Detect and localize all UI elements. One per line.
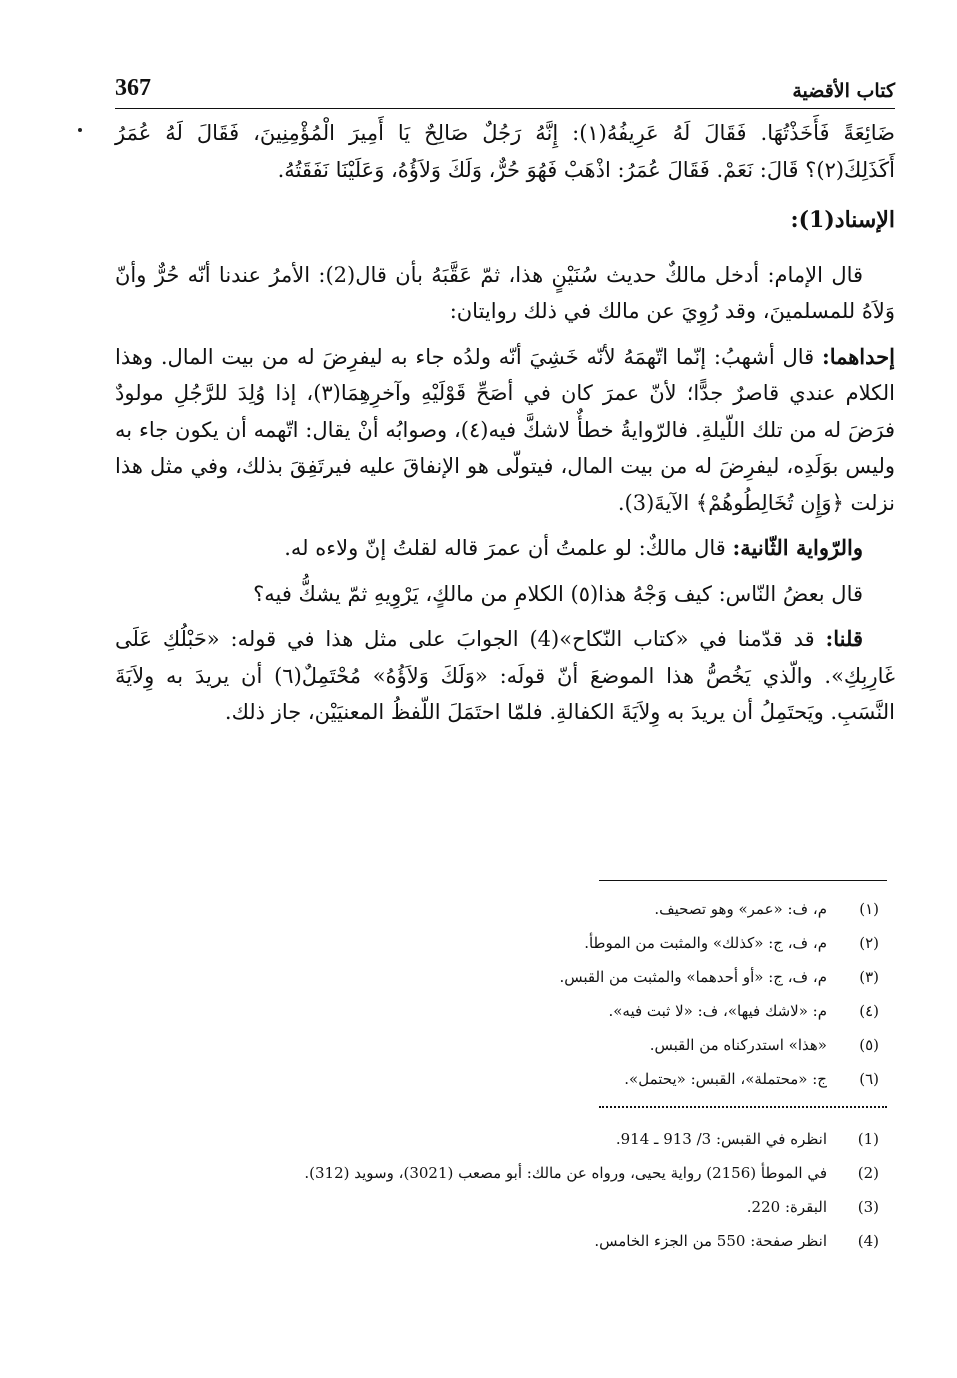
footnote-text: م: «لاشك فيها»، ف: «لا ثبت فيه».	[608, 1002, 827, 1020]
footnote-number: (٦)	[859, 1070, 879, 1088]
answer-label: قلنا:	[825, 626, 863, 651]
dotted-divider	[599, 1106, 887, 1108]
footnote-text: انظره في القبس: 3/ 913 ـ 914.	[615, 1130, 827, 1148]
footnote-number: (1)	[857, 1130, 879, 1148]
footnote-number: (٢)	[859, 934, 879, 952]
footnote-item	[150, 1070, 887, 1104]
second-narration-label: والرّواية الثّانية:	[732, 535, 863, 560]
footnote-text: م، ف، ج: «كذلك» والمثبت من الموطأ.	[584, 934, 827, 952]
footnote-number: (2)	[857, 1164, 879, 1182]
paragraph-first-narration	[115, 339, 895, 522]
variant-footnotes	[150, 878, 887, 1104]
footnote-number: (3)	[857, 1198, 879, 1216]
answer-text: قد قدّمنا في «كتاب النّكاح»(4) الجوابَ على مثل هذا في قوله: «حَبْلُكِ عَلَى غَارِبِكِ». والّذي يَخُصُّ هذا الموضعَ أنّ قولَه: «وَلَكَ وَلاَؤُهُ» مُحْتَمِلٌ(٦) أن يريدَ به وِلاَيَةَ النَّسَبِ. ويَحتَمِلُ أن يريدَ به وِلاَيَةَ الكفالةِ. فلمّا احتَمَلَ اللّفظُ المعنيَيْن، جاز ذلك.	[115, 627, 895, 724]
footnote-item	[150, 900, 887, 934]
scan-speck	[78, 128, 82, 132]
footnote-number: (٤)	[859, 1002, 879, 1020]
footnote-text: البقرة: 220.	[746, 1198, 827, 1216]
footnote-text: م، ف، ج: «أو أحدهما» والمثبت من القبس.	[559, 968, 827, 986]
source-footnotes	[150, 1130, 887, 1266]
paragraph-second-narration	[115, 530, 895, 567]
footnote-text: ج: «محتملة»، القبس: «يحتمل».	[624, 1070, 827, 1088]
footnote-number: (٣)	[859, 968, 879, 986]
paragraph-hadith: ضَائِعَةً فَأَخَذْتُهَا. فَقَالَ لَهُ عَرِيفُهُ(١): إِنَّهُ رَجُلٌ صَالِحٌ يَا أَمِيرَ الْمُؤْمِنِينَ، فَقَالَ لَهُ عُمَرُ أَكَذَلِكَ(٢)؟ قَالَ: نَعَمْ. فَقَالَ عُمَرُ: اذْهَبْ فَهُوَ حُرٌّ، وَلَكَ وَلاَؤُهُ، وَعَلَيْنَا نَفَقَتُهُ.	[115, 121, 895, 182]
first-narration-label: إحداهما:	[821, 343, 895, 369]
footnote-item	[150, 1164, 887, 1198]
main-text	[115, 115, 895, 740]
section-heading: الإسناد(1):	[790, 207, 895, 233]
first-narration-text: قال أشهبُ: إنّما اتّهمَهُ لأنّه خَشِيَ أنّه ولدُه جاء به ليفرِضَ له من بيت المال. وهذا الكلام عندي قاصرٌ جدًّا؛ لأنّ عمرَ كان في أصَحِّ قَوْلَيْهِ وآخرِهِمَا(٣)، إذا وُلِدَ للرَّجُلِ مولودٌ فرَضَ له من تلك اللّيلةِ. فالرّوايةُ خطأٌ لاشكَّ فيه(٤)، وصوابُه أنْ يقال: اتّهمه أن يكون جاء به وليس بوَلَدِه، ليفرِضَ له من بيت المال، فيتولّى هو الإنفاقَ عليه فيرتَفِقَ بذلك، وفي مثل هذا نزلت ﴿وَإِن تُخَالِطُوهُمْ﴾ الآيةَ(3).	[115, 344, 895, 515]
footnote-item	[150, 934, 887, 968]
paragraph-question: قال بعضُ النّاس: كيف وَجْهُ هذا(٥) الكلامِ من مالكٍ، يَرْوِيهِ ثمّ يشكُّ فيه؟	[253, 581, 863, 606]
footnote-text: في الموطأ (2156) رواية يحيى، ورواه عن مالك: أبو مصعب (3021)، وسويد (312).	[304, 1164, 827, 1182]
footnote-item	[150, 1002, 887, 1036]
page-number: 367	[115, 75, 151, 101]
footnote-number: (4)	[857, 1232, 879, 1250]
paragraph-imam: قال الإمام: أدخل مالكٌ حديث سُنَيْنٍ هذا، ثمّ عَقَّبَهُ بأن قال(2): الأمرُ عندنا أنّه حُرٌّ وأنّ وَلاَهُ للمسلمينَ، وقد رُوِيَ عن مالك في ذلك روايتان:	[115, 262, 895, 323]
footnote-number: (٥)	[859, 1036, 879, 1054]
second-narration-text: قال مالكٌ: لو علمتُ أن عمرَ قاله لقلتُ إنّ ولاءه له.	[284, 536, 726, 560]
footnote-item	[150, 1198, 887, 1232]
footnote-item	[150, 1232, 887, 1266]
page-header	[115, 62, 895, 109]
footnote-item	[150, 968, 887, 1002]
paragraph-answer	[115, 621, 895, 731]
footnote-item	[150, 1130, 887, 1164]
footnote-number: (١)	[859, 900, 879, 918]
footnote-text: «هذا» استدركناه من القبس.	[649, 1036, 827, 1054]
footnote-text: انظر صفحة: 550 من الجزء الخامس.	[594, 1232, 827, 1250]
running-title: كتاب الأقضية	[792, 80, 895, 102]
footnote-text: م، ف: «عمر» وهو تصحيف.	[654, 900, 827, 918]
footnote-item	[150, 1036, 887, 1070]
